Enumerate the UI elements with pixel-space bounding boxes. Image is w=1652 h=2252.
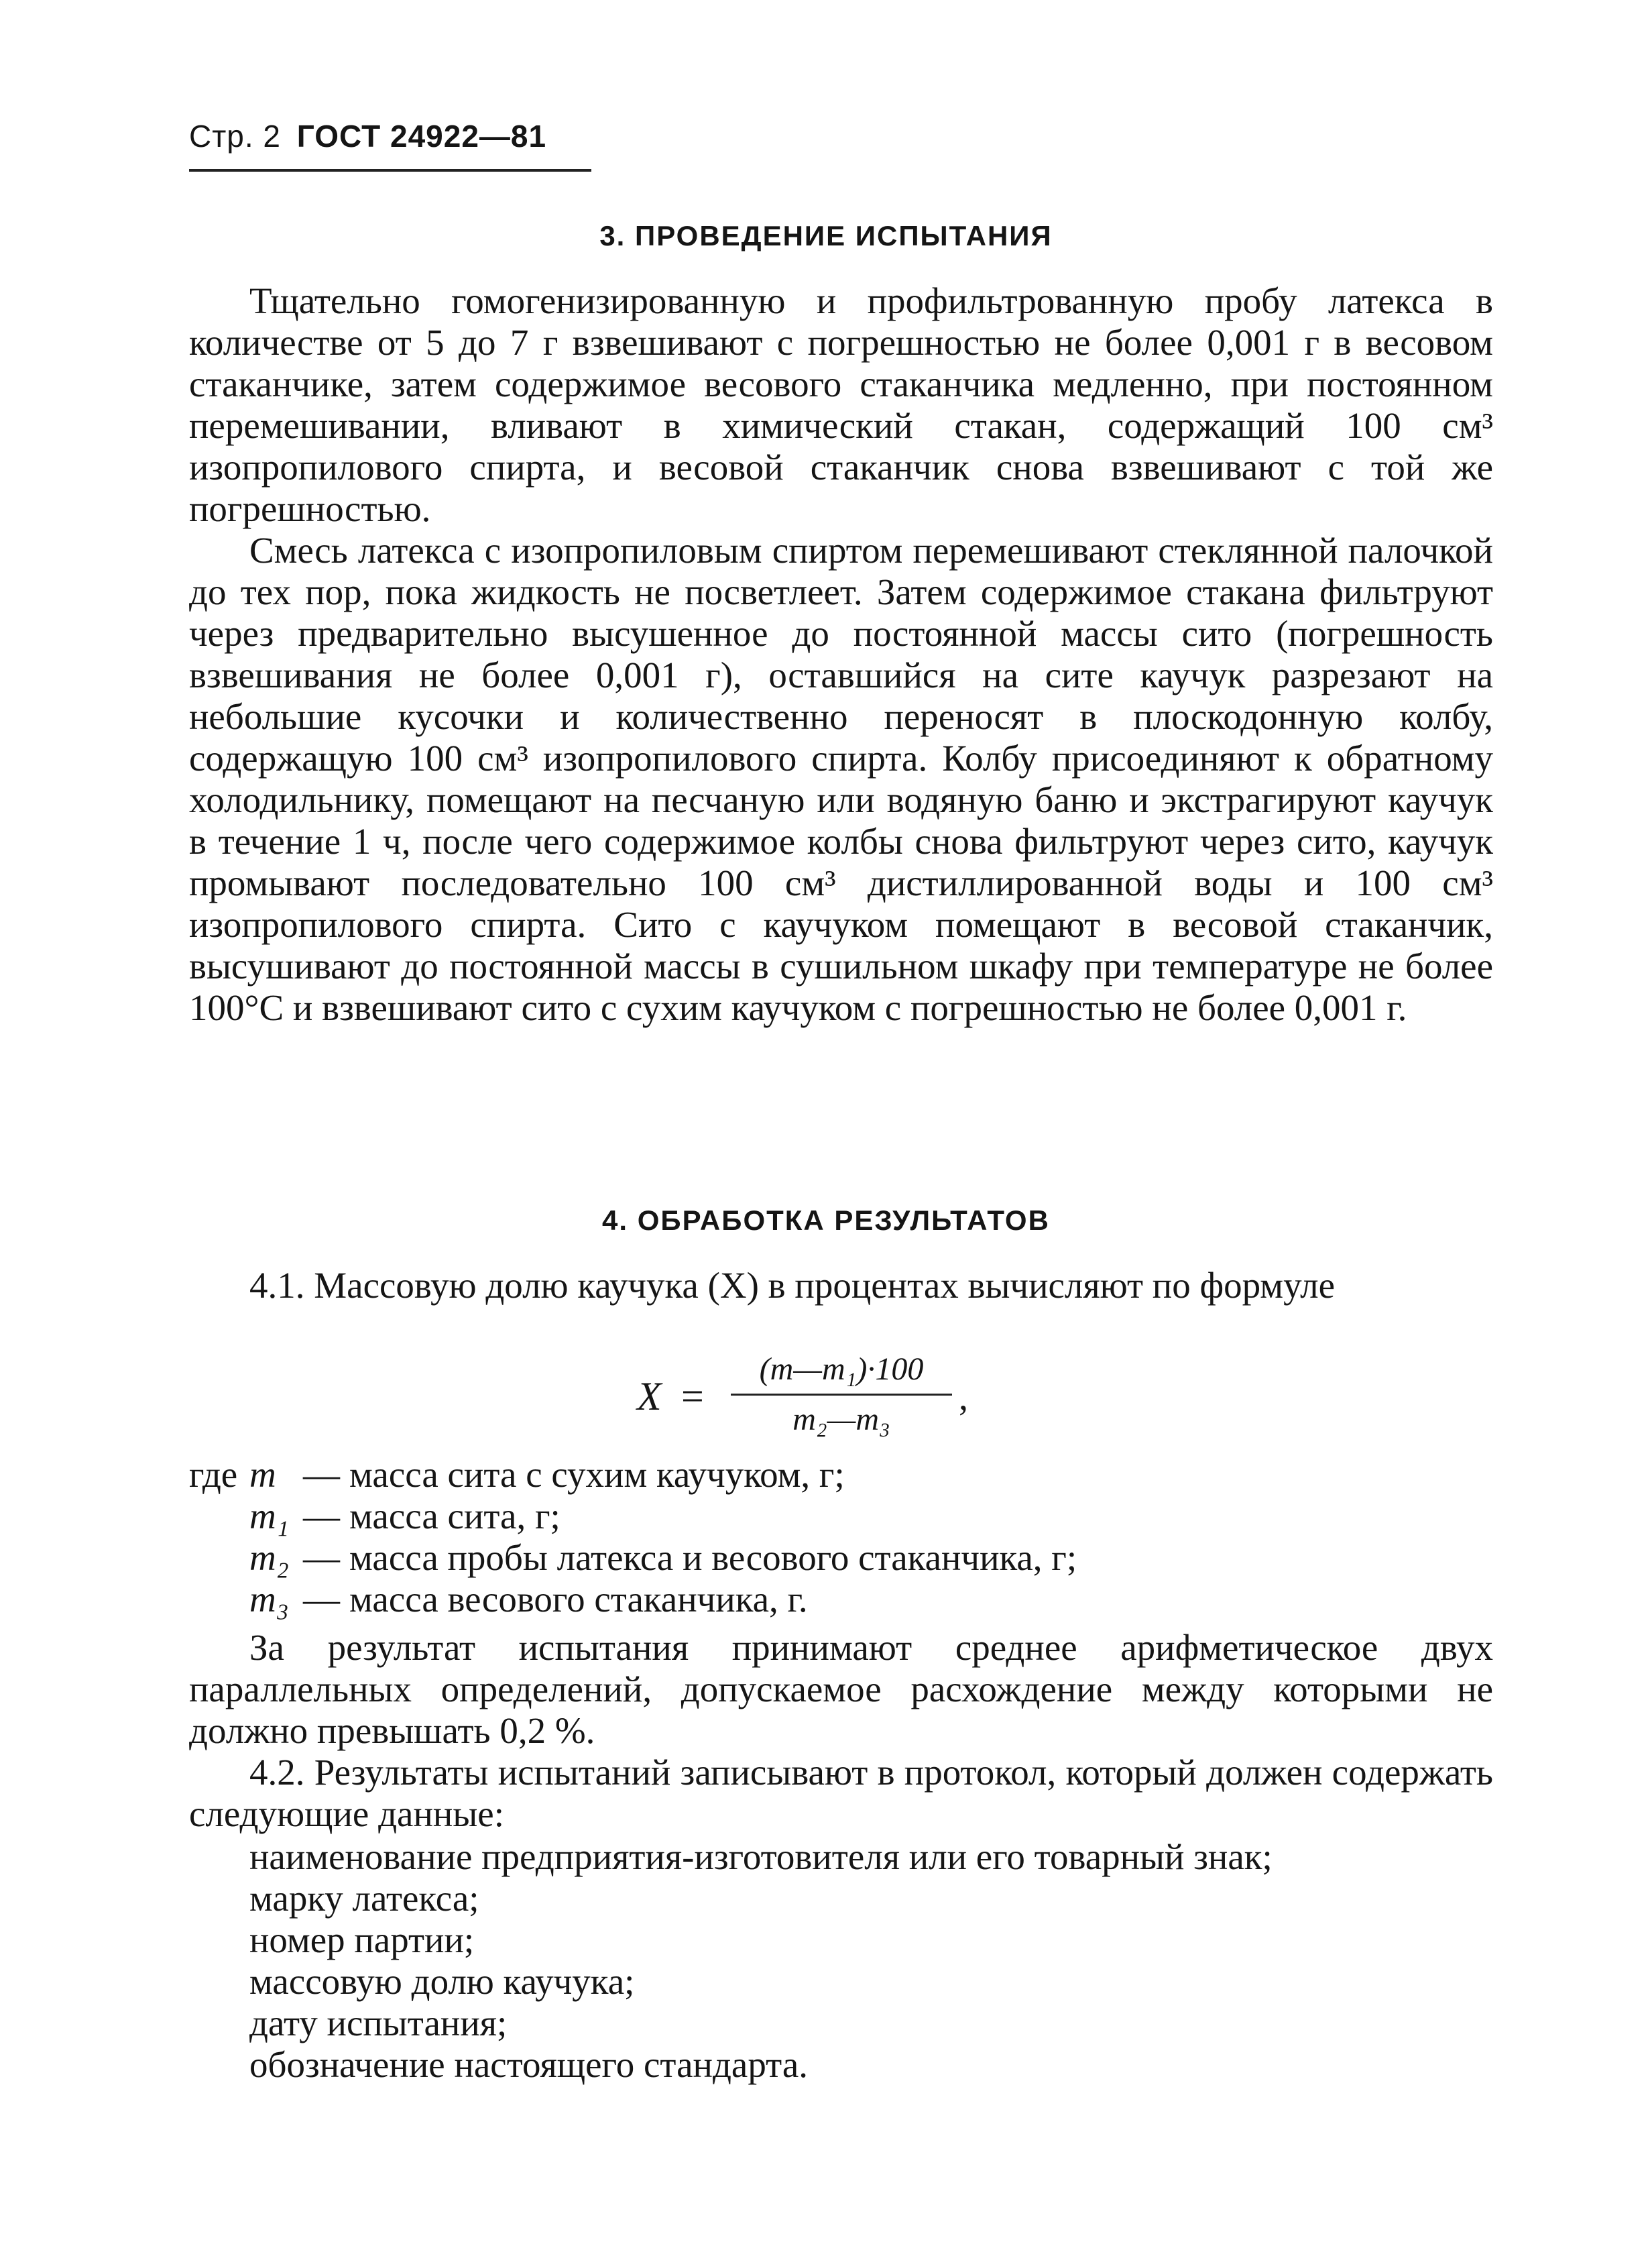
definition-symbol: m₁	[249, 1496, 289, 1536]
formula-lhs: X	[637, 1374, 662, 1418]
list-item: номер партии;	[249, 1919, 475, 1960]
list-item: массовую долю каучука;	[249, 1961, 635, 2002]
clause-4-1	[189, 1265, 1493, 1306]
section-4-title: 4. ОБРАБОТКА РЕЗУЛЬТАТОВ	[602, 1204, 1050, 1236]
definition-symbol: m₃	[249, 1579, 289, 1620]
formula-numerator: (m—m₁)·100	[759, 1351, 924, 1387]
standard-designation: ГОСТ 24922—81	[296, 119, 547, 154]
definition-row	[189, 1454, 1077, 1496]
definition-row	[189, 1537, 1077, 1579]
paragraph: За результат испытания принимают среднее арифметическое двух параллельных определений, допускаемое расхождение между которыми не должно превышать 0,2 %.	[189, 1627, 1493, 1751]
definition-text: масса пробы латекса и весового стаканчика, г;	[349, 1537, 1077, 1578]
definition-text: масса сита, г;	[349, 1496, 560, 1536]
definition-symbol: m₂	[249, 1537, 289, 1578]
formula-comma: ,	[959, 1377, 968, 1418]
definition-row	[189, 1496, 1077, 1537]
section-3-title: 3. ПРОВЕДЕНИЕ ИСПЫТАНИЯ	[599, 220, 1053, 251]
mass-fraction-formula	[637, 1349, 1039, 1450]
definition-text: масса весового стаканчика, г.	[349, 1579, 808, 1620]
protocol-data-list	[189, 1836, 1493, 2086]
paragraph: 4.1. Массовую долю каучука (X) в процентах вычисляют по формуле	[249, 1265, 1336, 1306]
variable-definitions	[189, 1454, 1077, 1620]
definition-dash: —	[303, 1579, 340, 1620]
header-rule	[189, 169, 591, 172]
definition-text: масса сита с сухим каучуком, г;	[349, 1454, 845, 1495]
result-and-clause-4-2	[189, 1627, 1493, 1835]
definition-dash: —	[303, 1537, 340, 1578]
paragraph: Тщательно гомогенизированную и профильтрованную пробу латекса в количестве от 5 до 7 г взвешивают с погрешностью не более 0,001 г в весовом стаканчике, затем содержимое весового стаканчика медленно, при постоянном перемешивании, вливают в химический стакан, содержащий 100 см³ изопропилового спирта, и весовой стаканчик снова взвешивают с той же погрешностью.	[189, 280, 1493, 529]
formula-fraction	[731, 1349, 952, 1440]
definition-symbol: m	[249, 1454, 276, 1495]
list-item: наименование предприятия-изготовителя или его товарный знак;	[249, 1836, 1273, 1877]
formula-equals: =	[681, 1374, 704, 1418]
definition-lead	[189, 1579, 249, 1620]
section-3-body	[189, 280, 1493, 1029]
list-item: дату испытания;	[249, 2003, 508, 2043]
paragraph: Смесь латекса с изопропиловым спиртом перемешивают стеклянной палочкой до тех пор, пока жидкость не посветлеет. Затем содержимое стакана фильтруют через предварительно высушенное до постоянной массы сито (погрешность взвешивания не более 0,001 г), оставшийся на сите каучук разрезают на небольшие кусочки и количественно переносят в плоскодонную колбу, содержащую 100 см³ изопропилового спирта. Колбу присоединяют к обратному холодильнику, помещают на песчаную или водяную баню и экстрагируют каучук в течение 1 ч, после чего содержимое колбы снова фильтруют через сито, каучук промывают последовательно 100 см³ дистиллированной воды и 100 см³ изопропилового спирта. Сито с каучуком помещают в весовой стаканчик, высушивают до постоянной массы в сушильном шкафу при температуре не более 100°С и взвешивают сито с сухим каучуком с погрешностью не более 0,001 г.	[189, 530, 1493, 1028]
formula-denominator: m₂—m₃	[792, 1402, 890, 1437]
definition-row	[189, 1579, 1077, 1620]
definition-dash: —	[303, 1454, 340, 1495]
definition-dash: —	[303, 1496, 340, 1536]
list-item: марку латекса;	[249, 1878, 479, 1919]
list-item: обозначение настоящего стандарта.	[249, 2044, 808, 2085]
fraction-bar	[731, 1394, 952, 1396]
running-head	[189, 118, 546, 154]
definition-lead: где	[189, 1454, 238, 1495]
definition-lead	[189, 1496, 249, 1537]
paragraph: 4.2. Результаты испытаний записывают в протокол, который должен содержать следующие данные:	[189, 1752, 1493, 1834]
page-number: Стр. 2	[189, 119, 282, 154]
definition-lead	[189, 1537, 249, 1579]
